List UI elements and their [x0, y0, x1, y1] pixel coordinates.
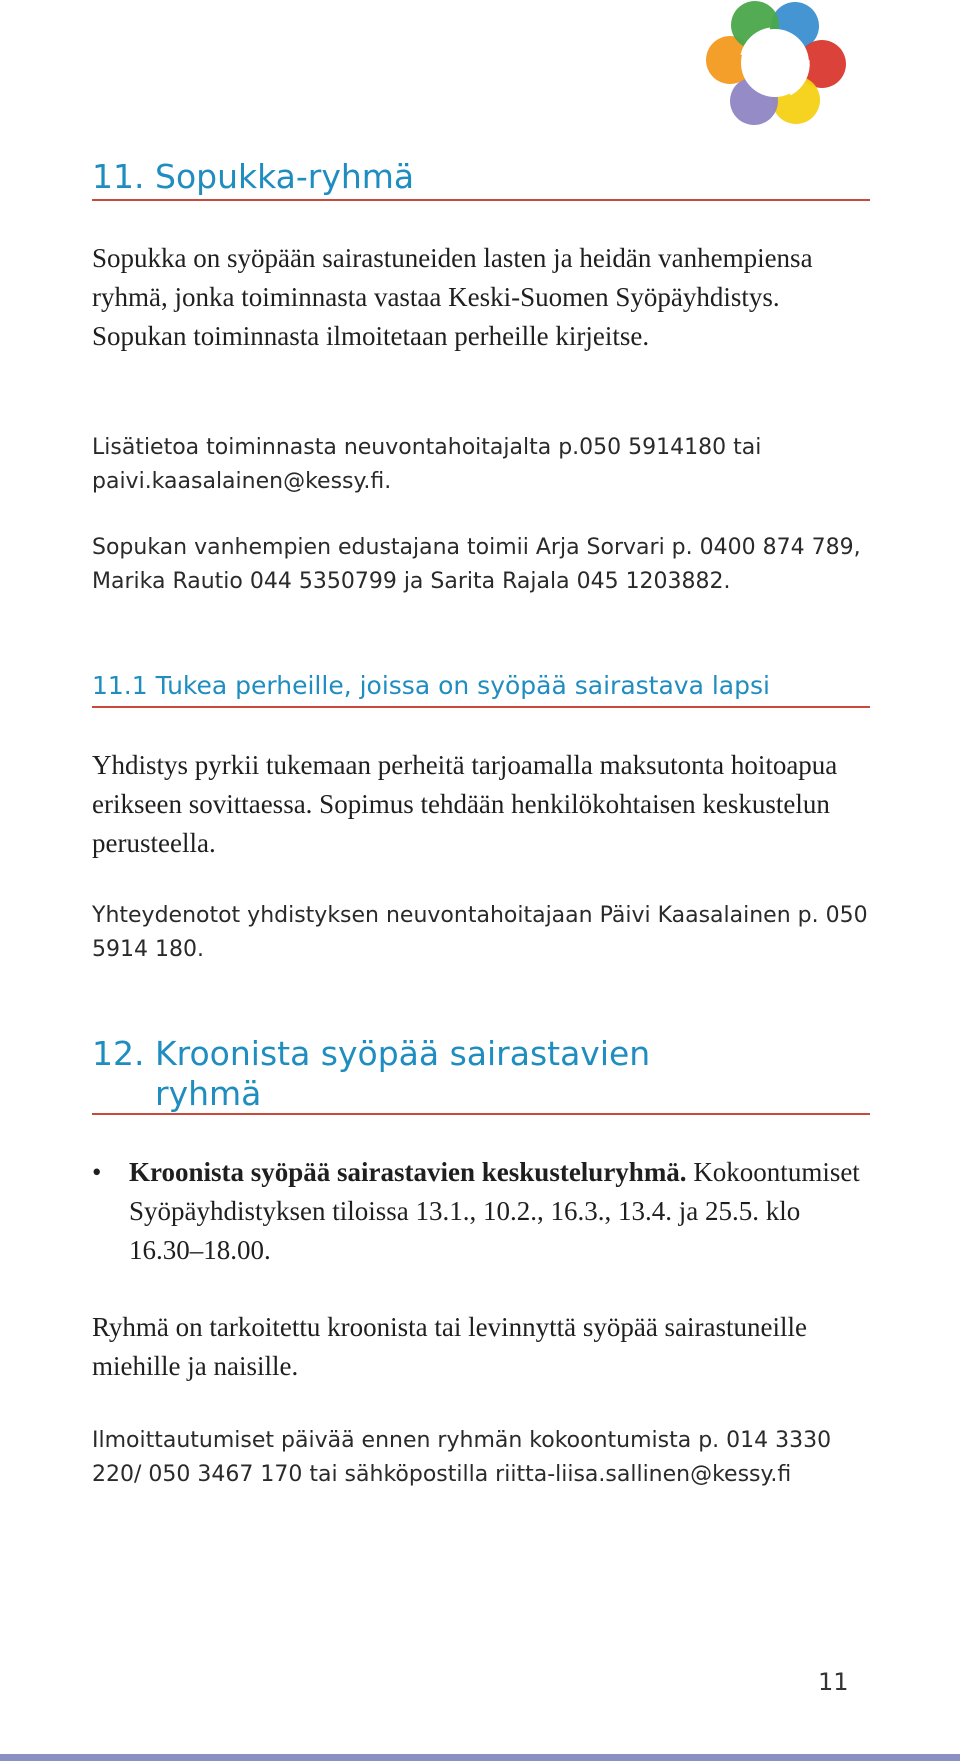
section-12-contact: Ilmoittautumiset päivää ennen ryhmän kokoontumista p. 014 3330 220/ 050 3467 170 tai sähköpostilla riitta-liisa.sallinen@kessy.fi: [92, 1428, 832, 1487]
section-11-representatives: Sopukan vanhempien edustajana toimii Arja Sorvari p. 0400 874 789, Marika Rautio 044 5350799 ja Sarita Rajala 045 1203882.: [92, 535, 861, 594]
bullet-detail-text: Kokoontumiset Syöpäyhdistyksen tiloissa 13.1., 10.2., 16.3., 13.4. ja 25.5. klo 16.30–18.00.: [129, 1157, 860, 1265]
section-11-1-contact: Yhteydenotot yhdistyksen neuvontahoitajaan Päivi Kaasalainen p. 050 5914 180.: [92, 903, 868, 962]
section-12-heading: [92, 1034, 872, 1114]
bullet-text: [129, 1153, 872, 1270]
bullet-icon: •: [92, 1157, 102, 1187]
section-12-title-line2: ryhmä: [155, 1074, 262, 1113]
bullet-bold-text: Kroonista syöpää sairastavien keskusteluryhmä.: [129, 1157, 687, 1187]
section-11-1-body: Yhdistys pyrkii tukemaan perheitä tarjoamalla maksutonta hoitoapua erikseen sovittaessa. Sopimus tehdään henkilökohtaisen keskustelun perusteella.: [92, 750, 838, 858]
section-12-body: Ryhmä on tarkoitettu kroonista tai levinnyttä syöpää sairastuneille miehille ja naisille.: [92, 1312, 807, 1381]
section-12-title-line1: Kroonista syöpää sairastavien: [155, 1034, 651, 1073]
section-11-1-rule: [92, 706, 870, 708]
bottom-bar: [0, 1754, 960, 1761]
logo-icon: [700, 0, 850, 128]
section-12-bullet: [92, 1153, 872, 1270]
section-11-number: 11.: [92, 157, 145, 196]
section-11-title: Sopukka-ryhmä: [155, 157, 415, 196]
section-11-1-heading: 11.1 Tukea perheille, joissa on syöpää sairastava lapsi: [92, 671, 770, 700]
section-11-rule: [92, 199, 870, 201]
section-11-contact: Lisätietoa toiminnasta neuvontahoitajalta p.050 5914180 tai paivi.kaasalainen@kessy.fi.: [92, 435, 762, 494]
section-11-heading: [92, 157, 872, 197]
section-12-rule: [92, 1113, 870, 1115]
section-12-number: 12.: [92, 1034, 145, 1073]
section-11-intro: Sopukka on syöpään sairastuneiden lasten ja heidän vanhempiensa ryhmä, jonka toiminnasta vastaa Keski-Suomen Syöpäyhdistys. Sopukan toiminnasta ilmoitetaan perheille kirjeitse.: [92, 243, 813, 351]
page-number: 11: [818, 1668, 849, 1696]
